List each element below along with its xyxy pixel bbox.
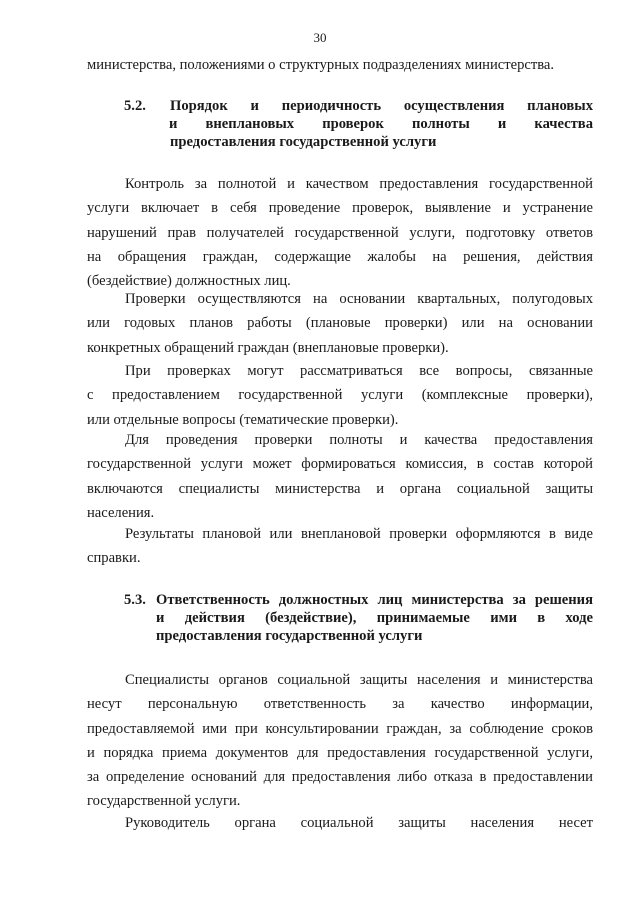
heading-line: Ответственность должностных лиц министерства за решения — [156, 592, 593, 608]
text-line: за определение оснований для предоставления либо отказа в предоставлении — [87, 769, 593, 786]
heading-line: Порядок и периодичность осуществления плановых — [170, 98, 593, 114]
text-line: услуги включает в себя проведение проверок, выявление и устранение — [87, 200, 593, 217]
text-line: При проверках могут рассматриваться все вопросы, связанные — [125, 363, 593, 379]
text-line: министерства, положениями о структурных подразделениях министерства. — [87, 57, 555, 73]
text-line: предоставляемой ими при консультировании граждан, за соблюдение сроков — [87, 720, 593, 737]
text-line: (бездействие) должностных лиц. — [87, 273, 291, 290]
text-line: государственной услуги может формироваться комиссия, в состав которой — [87, 456, 593, 473]
paragraph — [87, 811, 593, 835]
paragraph — [87, 668, 593, 814]
text-line: включаются специалисты министерства и органа социальной защиты — [87, 480, 593, 497]
heading-line: предоставления государственной услуги — [170, 134, 437, 151]
text-line: Для проведения проверки полноты и качества предоставления — [125, 432, 593, 448]
text-line: Специалисты органов социальной защиты населения и министерства — [125, 672, 593, 688]
text-line: несут персональную ответственность за качество информации, — [87, 696, 593, 713]
heading-line: и действия (бездействие), принимаемые ими в ходе — [156, 610, 593, 627]
section-number: 5.3. — [124, 592, 146, 608]
text-line: с предоставлением государственной услуги (комплексные проверки), — [87, 387, 593, 404]
text-line: Результаты плановой или внеплановой проверки оформляются в виде — [125, 526, 593, 542]
top-line — [87, 53, 593, 77]
text-line: Руководитель органа социальной защиты населения несет — [125, 815, 593, 831]
section-number: 5.2. — [124, 98, 146, 114]
text-line: Проверки осуществляются на основании квартальных, полугодовых — [125, 291, 593, 307]
text-line: Контроль за полнотой и качеством предоставления государственной — [125, 176, 593, 192]
paragraph — [87, 359, 593, 432]
paragraph — [87, 172, 593, 293]
heading-line: и внеплановых проверок полноты и качества — [169, 116, 593, 133]
paragraph — [87, 428, 593, 525]
text-line: или годовых планов работы (плановые проверки) или на основании — [87, 315, 593, 332]
text-line: справки. — [87, 550, 141, 567]
text-line: государственной услуги. — [87, 793, 241, 810]
heading-line: предоставления государственной услуги — [156, 628, 423, 645]
text-line: населения. — [87, 504, 155, 521]
page-number: 30 — [313, 30, 327, 45]
text-line: конкретных обращений граждан (внеплановые проверки). — [87, 339, 449, 356]
text-line: или отдельные вопросы (тематические проверки). — [87, 411, 399, 428]
paragraph — [87, 287, 593, 360]
text-line: на обращения граждан, содержащие жалобы на решения, действия — [87, 248, 593, 265]
text-line: нарушений прав получателей государственной услуги, подготовку ответов — [87, 224, 593, 241]
text-line: и порядка приема документов для предоставления государственной услуги, — [87, 744, 593, 761]
paragraph — [87, 522, 593, 571]
